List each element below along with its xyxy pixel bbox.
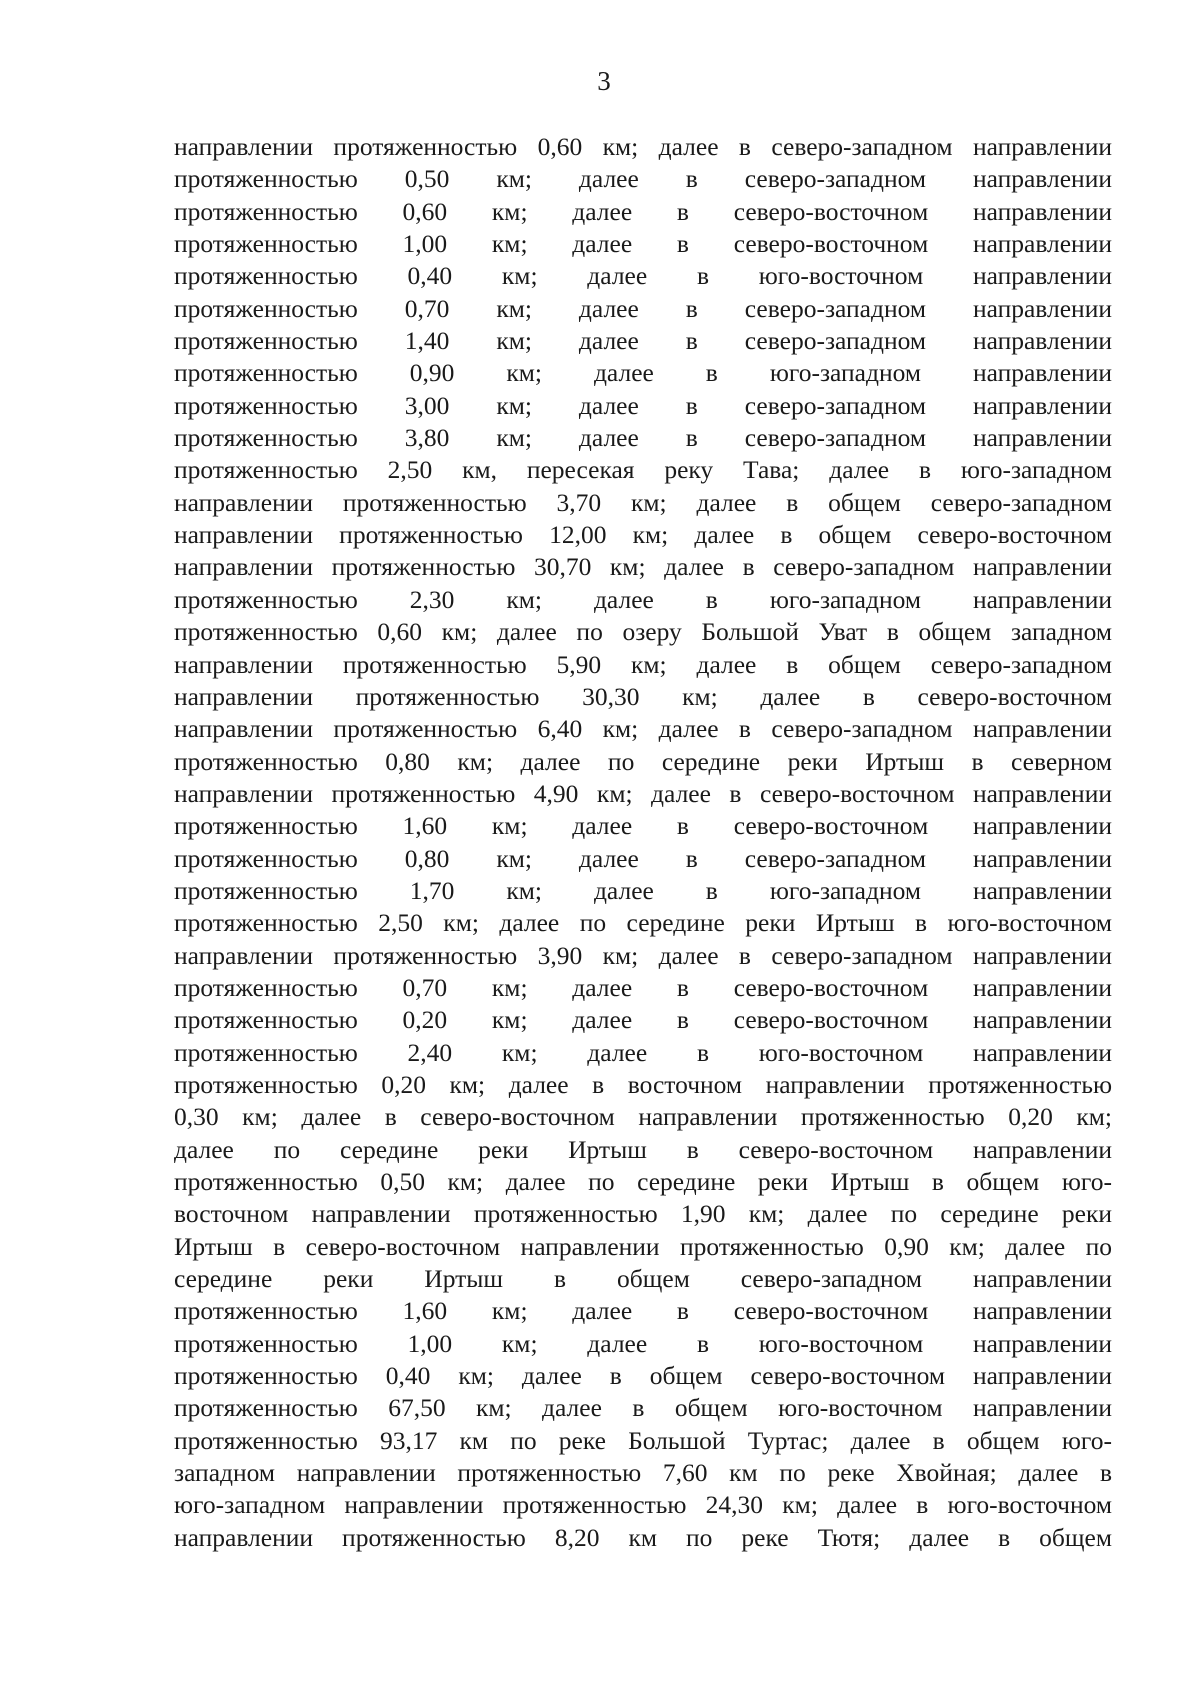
text-line: протяженностью 3,80 км; далее в северо-западном направлении bbox=[174, 423, 1112, 453]
text-line: протяженностью 1,60 км; далее в северо-восточном направлении bbox=[174, 811, 1112, 841]
text-line: протяженностью 0,40 км; далее в общем северо-восточном направлении bbox=[174, 1361, 1112, 1391]
body-text bbox=[174, 131, 1112, 1554]
text-line: направлении протяженностью 4,90 км; далее в северо-восточном направлении bbox=[174, 778, 1112, 808]
text-line: протяженностью 67,50 км; далее в общем юго-восточном направлении bbox=[174, 1393, 1112, 1423]
text-line: протяженностью 0,20 км; далее в восточном направлении протяженностью bbox=[174, 1069, 1112, 1099]
text-line: направлении протяженностью 8,20 км по реке Тютя; далее в общем bbox=[174, 1522, 1112, 1552]
text-line: протяженностью 0,80 км; далее в северо-западном направлении bbox=[174, 843, 1112, 873]
text-line: протяженностью 1,70 км; далее в юго-западном направлении bbox=[174, 875, 1112, 905]
text-line: юго-западном направлении протяженностью 24,30 км; далее в юго-восточном bbox=[174, 1490, 1112, 1520]
text-line: далее по середине реки Иртыш в северо-восточном направлении bbox=[174, 1134, 1112, 1164]
text-line: протяженностью 2,40 км; далее в юго-восточном направлении bbox=[174, 1037, 1112, 1067]
text-line: направлении протяженностью 12,00 км; далее в общем северо-восточном bbox=[174, 520, 1112, 550]
text-line: протяженностью 0,40 км; далее в юго-восточном направлении bbox=[174, 261, 1112, 291]
text-line: протяженностью 0,70 км; далее в северо-западном направлении bbox=[174, 293, 1112, 323]
text-line: 0,30 км; далее в северо-восточном направлении протяженностью 0,20 км; bbox=[174, 1102, 1112, 1132]
text-line: направлении протяженностью 30,70 км; далее в северо-западном направлении bbox=[174, 552, 1112, 582]
text-line: направлении протяженностью 6,40 км; далее в северо-западном направлении bbox=[174, 714, 1112, 744]
text-line: середине реки Иртыш в общем северо-западном направлении bbox=[174, 1264, 1112, 1294]
text-line: протяженностью 0,70 км; далее в северо-восточном направлении bbox=[174, 972, 1112, 1002]
text-line: Иртыш в северо-восточном направлении протяженностью 0,90 км; далее по bbox=[174, 1231, 1112, 1261]
text-line: протяженностью 2,50 км; далее по середине реки Иртыш в юго-восточном bbox=[174, 908, 1112, 938]
text-line: протяженностью 2,30 км; далее в юго-западном направлении bbox=[174, 584, 1112, 614]
text-line: протяженностью 0,50 км; далее в северо-западном направлении bbox=[174, 164, 1112, 194]
text-line: восточном направлении протяженностью 1,90 км; далее по середине реки bbox=[174, 1199, 1112, 1229]
text-line: протяженностью 1,00 км; далее в северо-восточном направлении bbox=[174, 229, 1112, 259]
text-line: протяженностью 0,60 км; далее по озеру Большой Уват в общем западном bbox=[174, 617, 1112, 647]
text-line: протяженностью 1,00 км; далее в юго-восточном направлении bbox=[174, 1328, 1112, 1358]
page-number-text: 3 bbox=[597, 66, 611, 96]
text-line: протяженностью 0,80 км; далее по середине реки Иртыш в северном bbox=[174, 746, 1112, 776]
text-line: протяженностью 3,00 км; далее в северо-западном направлении bbox=[174, 390, 1112, 420]
text-line: направлении протяженностью 0,60 км; далее в северо-западном направлении bbox=[174, 132, 1112, 161]
text-line: западном направлении протяженностью 7,60 км по реке Хвойная; далее в bbox=[174, 1458, 1112, 1488]
text-line: протяженностью 1,60 км; далее в северо-восточном направлении bbox=[174, 1296, 1112, 1326]
text-line: направлении протяженностью 3,90 км; далее в северо-западном направлении bbox=[174, 940, 1112, 970]
text-line: протяженностью 1,40 км; далее в северо-западном направлении bbox=[174, 326, 1112, 356]
text-line: протяженностью 0,60 км; далее в северо-восточном направлении bbox=[174, 196, 1112, 226]
text-line: протяженностью 2,50 км, пересекая реку Тава; далее в юго-западном bbox=[174, 455, 1112, 485]
text-line: направлении протяженностью 30,30 км; далее в северо-восточном bbox=[174, 681, 1112, 711]
text-line: протяженностью 0,50 км; далее по середине реки Иртыш в общем юго- bbox=[174, 1167, 1112, 1196]
page-number bbox=[0, 66, 1200, 96]
text-line: протяженностью 0,20 км; далее в северо-восточном направлении bbox=[174, 1005, 1112, 1035]
text-line: направлении протяженностью 3,70 км; далее в общем северо-западном bbox=[174, 487, 1112, 517]
text-line: направлении протяженностью 5,90 км; далее в общем северо-западном bbox=[174, 649, 1112, 679]
text-line: протяженностью 0,90 км; далее в юго-западном направлении bbox=[174, 358, 1112, 388]
text-line: протяженностью 93,17 км по реке Большой Туртас; далее в общем юго- bbox=[174, 1425, 1112, 1455]
